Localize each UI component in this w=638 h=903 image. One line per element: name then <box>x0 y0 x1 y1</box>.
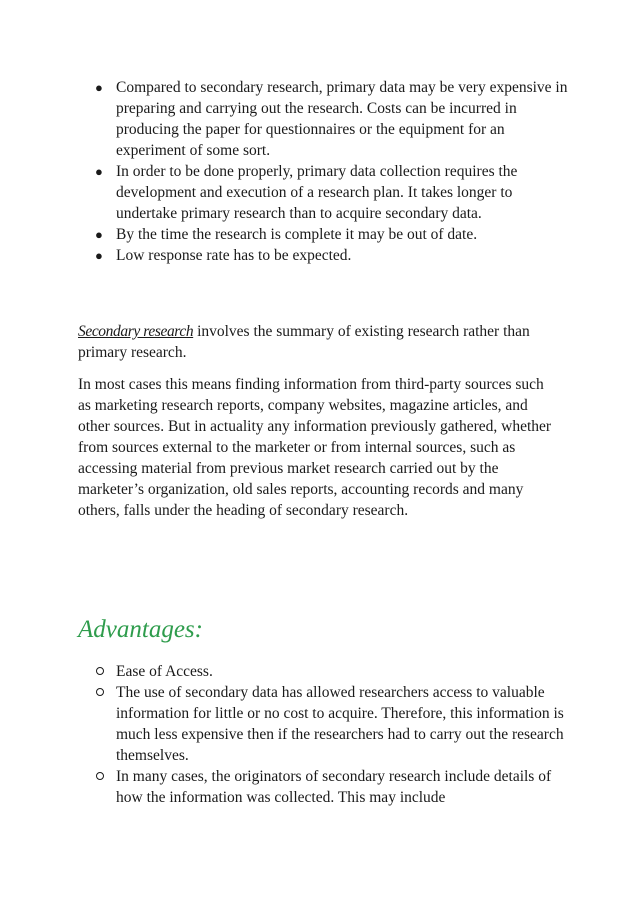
list-item-text: Compared to secondary research, primary data may be very expensive in preparing and carrying out the research. Costs can be incurred in producing the paper for questionnaires or the equipment for an experiment of some sort. <box>116 79 568 159</box>
list-item-text: By the time the research is complete it may be out of date. <box>116 226 478 243</box>
list-item-text: The use of secondary data has allowed researchers access to valuable information for little or no cost to acquire. Therefore, this information is much less expensive then if the researchers had to carry out the research themselves. <box>116 684 564 764</box>
advantages-list <box>90 661 570 808</box>
bullet-circle-icon <box>96 667 104 675</box>
list-item-text: Low response rate has to be expected. <box>116 247 352 264</box>
list-item <box>90 161 570 224</box>
bullet-dot-icon: ● <box>95 164 103 179</box>
secondary-research-definition <box>78 321 558 363</box>
bullet-dot-icon: ● <box>95 248 103 263</box>
list-item <box>90 224 570 245</box>
list-item-text: In many cases, the originators of secondary research include details of how the information was collected. This may include <box>116 768 552 806</box>
primary-research-disadvantages-list <box>90 77 570 266</box>
advantages-heading: Advantages: <box>78 616 203 643</box>
list-item <box>90 245 570 266</box>
list-item <box>90 77 570 161</box>
list-item <box>90 766 570 808</box>
secondary-research-paragraph: In most cases this means finding information from third-party sources such as marketing research reports, company websites, magazine articles, and other sources. But in actuality any information previously gathered, whether from sources external to the marketer or from internal sources, such as accessing material from previous market research carried out by the marketer’s organization, old sales reports, accounting records and many others, falls under the heading of secondary research. <box>78 376 552 519</box>
bullet-circle-icon <box>96 772 104 780</box>
bullet-circle-icon <box>96 688 104 696</box>
secondary-research-term: Secondary research <box>78 323 194 340</box>
definition-text: involves the summary of existing research rather than primary research. <box>78 323 530 361</box>
list-item <box>90 661 570 682</box>
bullet-dot-icon: ● <box>95 80 103 95</box>
bullet-dot-icon: ● <box>95 227 103 242</box>
list-item-text: In order to be done properly, primary data collection requires the development and execution of a research plan. It takes longer to undertake primary research than to acquire secondary data. <box>116 163 518 222</box>
list-item-text: Ease of Access. <box>116 663 213 680</box>
list-item <box>90 682 570 766</box>
